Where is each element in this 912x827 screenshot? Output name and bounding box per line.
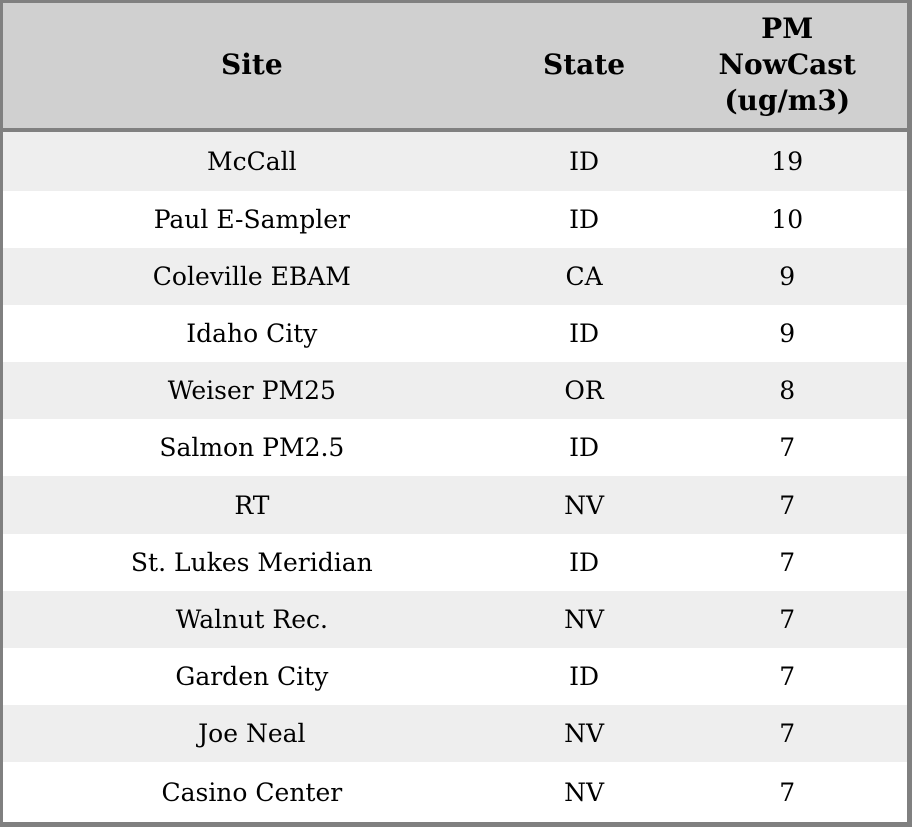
state-cell: OR xyxy=(564,376,604,406)
table-row xyxy=(2,762,910,824)
state-cell: NV xyxy=(564,490,605,520)
state-cell: NV xyxy=(564,777,605,807)
pm-nowcast-cell: 9 xyxy=(779,261,796,291)
state-cell: ID xyxy=(569,319,600,349)
site-cell: Idaho City xyxy=(186,319,318,349)
state-cell: ID xyxy=(569,204,600,234)
pm-nowcast-cell: 7 xyxy=(779,490,796,520)
pm-header-line-1: PM xyxy=(761,11,814,45)
table-row xyxy=(2,130,910,191)
table-row xyxy=(2,362,910,419)
table-row xyxy=(2,419,910,476)
table-row xyxy=(2,248,910,305)
header-row xyxy=(2,2,910,130)
pm-nowcast-cell: 7 xyxy=(779,777,796,807)
site-cell: Garden City xyxy=(175,662,329,692)
column-header-site: Site xyxy=(2,2,501,130)
site-cell: Casino Center xyxy=(161,777,343,807)
table-row xyxy=(2,705,910,762)
site-cell: RT xyxy=(234,490,270,520)
site-cell: Joe Neal xyxy=(198,719,306,749)
site-cell: Salmon PM2.5 xyxy=(159,433,345,463)
pm-nowcast-cell: 7 xyxy=(779,433,796,463)
table-row xyxy=(2,534,910,591)
table-row xyxy=(2,648,910,705)
column-header-state: State xyxy=(501,2,668,130)
site-cell: St. Lukes Meridian xyxy=(130,547,373,577)
pm-nowcast-cell: 7 xyxy=(779,719,796,749)
state-cell: NV xyxy=(564,604,605,634)
pm-nowcast-cell: 7 xyxy=(779,662,796,692)
state-cell: ID xyxy=(569,433,600,463)
pm-nowcast-cell: 7 xyxy=(779,547,796,577)
table-row xyxy=(2,591,910,648)
pm-nowcast-cell: 19 xyxy=(771,146,804,176)
pm-nowcast-cell: 9 xyxy=(779,319,796,349)
pm-nowcast-cell: 7 xyxy=(779,604,796,634)
table-header xyxy=(2,2,910,130)
table-body xyxy=(2,130,910,825)
table-row xyxy=(2,191,910,248)
state-cell: ID xyxy=(569,146,600,176)
pm-nowcast-cell: 8 xyxy=(779,376,796,406)
state-cell: ID xyxy=(569,662,600,692)
state-cell: CA xyxy=(565,261,603,291)
site-cell: Coleville EBAM xyxy=(152,261,351,291)
pm-header-line-3: (ug/m3) xyxy=(724,84,851,118)
site-cell: Walnut Rec. xyxy=(175,604,328,634)
site-cell: Paul E-Sampler xyxy=(153,204,350,234)
site-cell: Weiser PM25 xyxy=(167,376,336,406)
column-header-pm-nowcast xyxy=(667,2,909,130)
state-cell: NV xyxy=(564,719,605,749)
pm-header-line-2: NowCast xyxy=(718,48,856,82)
state-cell: ID xyxy=(569,547,600,577)
site-cell: McCall xyxy=(207,146,297,176)
pm-nowcast-cell: 10 xyxy=(771,204,804,234)
table-row xyxy=(2,305,910,362)
table-row xyxy=(2,476,910,533)
